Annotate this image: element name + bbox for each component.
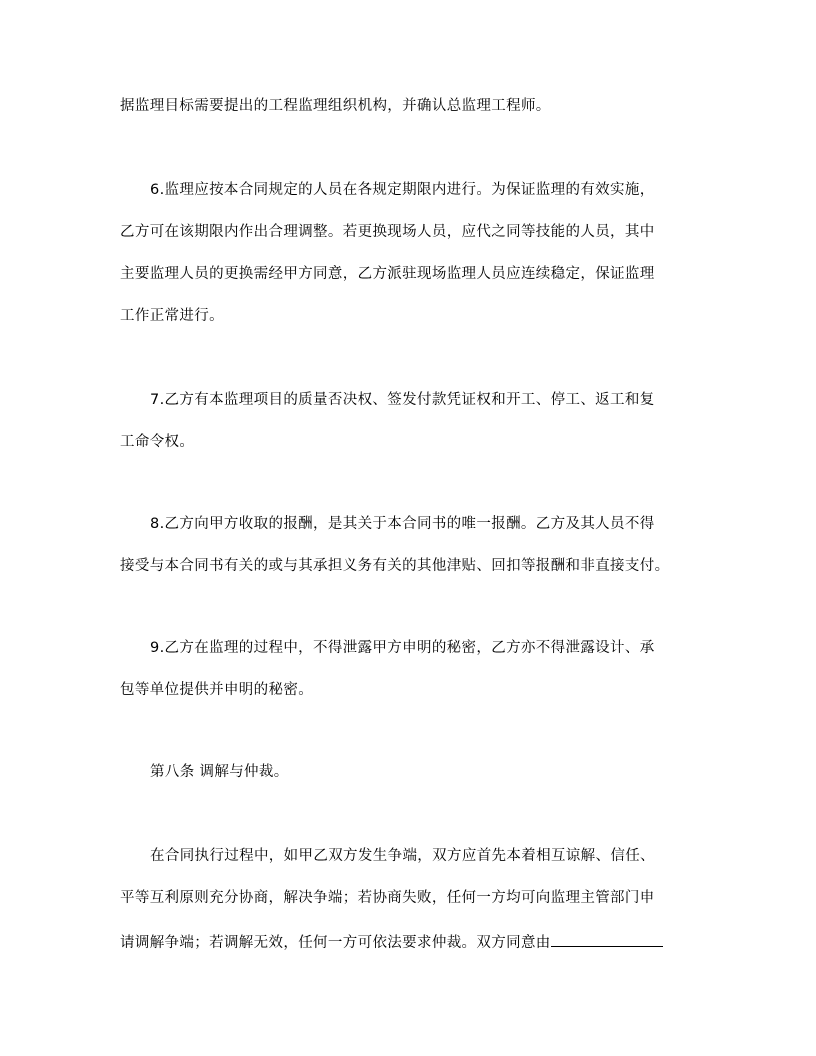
paragraph-line-with-blank — [120, 930, 663, 953]
fill-in-blank — [551, 930, 663, 947]
paragraph-line: 平等互利原则充分协商，解决争端；若协商失败，任何一方均可向监理主管部门申 — [120, 890, 655, 906]
paragraph-line: 工命令权。 — [120, 434, 195, 450]
paragraph-line: 在合同执行过程中，如甲乙双方发生争端，双方应首先本着相互谅解、信任、 — [150, 848, 655, 864]
paragraph-text: 请调解争端；若调解无效，任何一方可依法要求仲裁。双方同意由 — [120, 935, 551, 951]
section-heading: 第八条 调解与仲裁。 — [150, 764, 289, 780]
paragraph-line: 工作正常进行。 — [120, 308, 224, 324]
paragraph-line: 8.乙方向甲方收取的报酬，是其关于本合同书的唯一报酬。乙方及其人员不得 — [150, 516, 655, 532]
paragraph-line: 包等单位提供并申明的秘密。 — [120, 682, 314, 698]
paragraph-line: 6.监理应按本合同规定的人员在各规定期限内进行。为保证监理的有效实施， — [150, 182, 655, 198]
paragraph-line: 接受与本合同书有关的或与其承担义务有关的其他津贴、回扣等报酬和非直接支付。 — [120, 558, 670, 574]
paragraph-line: 据监理目标需要提出的工程监理组织机构，并确认总监理工程师。 — [120, 98, 551, 114]
paragraph-line: 乙方可在该期限内作出合理调整。若更换现场人员，应代之同等技能的人员，其中 — [120, 224, 655, 240]
paragraph-line: 9.乙方在监理的过程中，不得泄露甲方申明的秘密，乙方亦不得泄露设计、承 — [150, 640, 655, 656]
paragraph-line: 主要监理人员的更换需经甲方同意，乙方派驻现场监理人员应连续稳定，保证监理 — [120, 266, 655, 282]
paragraph-line: 7.乙方有本监理项目的质量否决权、签发付款凭证权和开工、停工、返工和复 — [150, 392, 655, 408]
